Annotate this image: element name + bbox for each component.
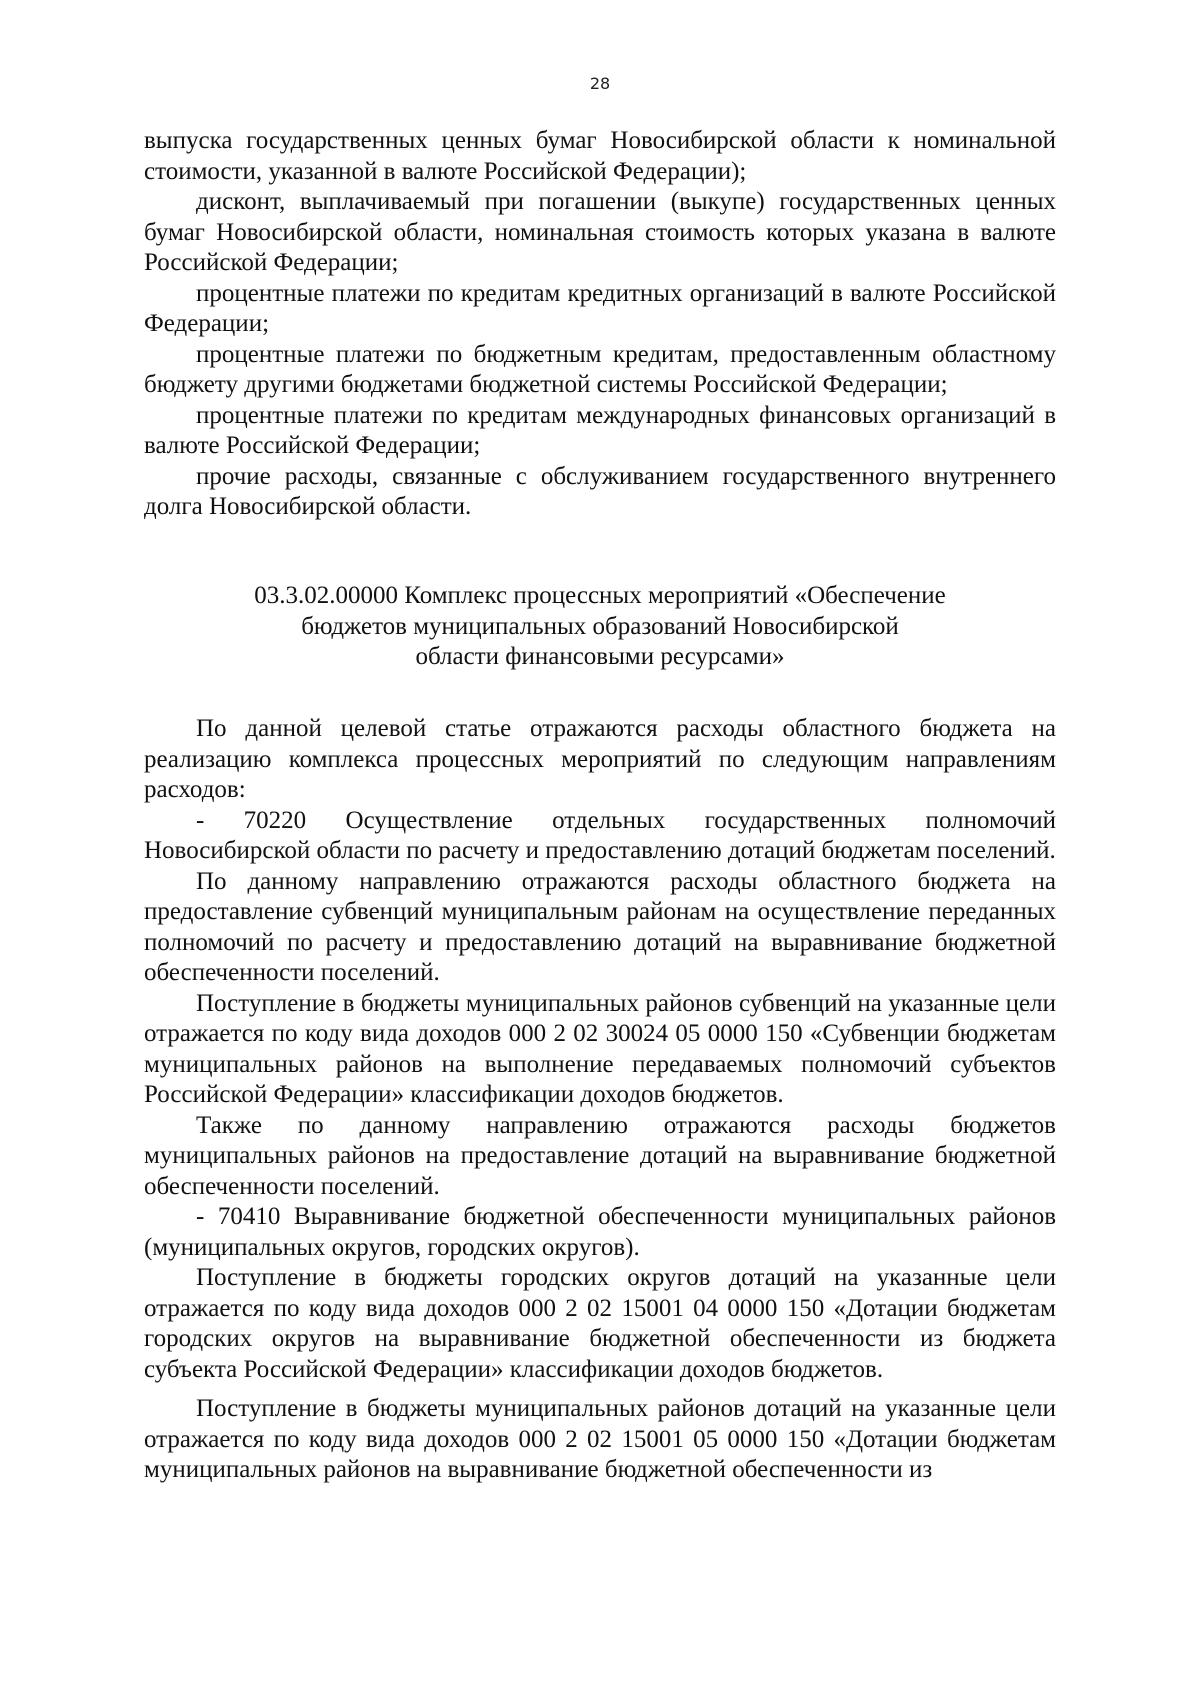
paragraph: процентные платежи по кредитам кредитных организаций в валюте Российской Федерации;	[144, 279, 1056, 337]
section-heading-line: 03.3.02.00000 Комплекс процессных мероприятий «Обеспечение	[254, 582, 946, 609]
paragraph: Поступление в бюджеты муниципальных районов субвенций на указанные цели отражается по коду вида доходов 000 2 02 30024 05 0000 150 «Субвенции бюджетам муниципальных районов на выполнение передаваемых полномочий субъектов Российской Федерации» классификации доходов бюджетов.	[144, 989, 1056, 1108]
paragraph: Поступление в бюджеты муниципальных районов дотаций на указанные цели отражается по коду вида доходов 000 2 02 15001 05 0000 150 «Дотации бюджетам муниципальных районов на выравнивание бюджетной обеспеченности из	[144, 1395, 1056, 1483]
top-text-block	[144, 126, 1056, 523]
paragraph: По данному направлению отражаются расходы областного бюджета на предоставление субвенций муниципальным районам на осуществление переданных полномочий по расчету и предоставлению дотаций на выравнивание бюджетной обеспеченности поселений.	[144, 867, 1056, 986]
paragraph: По данной целевой статье отражаются расходы областного бюджета на реализацию комплекса процессных мероприятий по следующим направлениям расходов:	[144, 715, 1056, 803]
paragraph: Также по данному направлению отражаются расходы бюджетов муниципальных районов на предоставление дотаций на выравнивание бюджетной обеспеченности поселений.	[144, 1111, 1056, 1200]
section-heading-line: бюджетов муниципальных образований Новосибирской	[301, 612, 899, 640]
page-number: 28	[589, 74, 611, 93]
paragraph: дисконт, выплачиваемый при погашении (выкупе) государственных ценных бумаг Новосибирской области, номинальная стоимость которых указана в валюте Российской Федерации;	[144, 188, 1056, 276]
paragraph: - 70410 Выравнивание бюджетной обеспеченности муниципальных районов (муниципальных округов, городских округов).	[144, 1203, 1056, 1261]
paragraph: Поступление в бюджеты городских округов дотаций на указанные цели отражается по коду вида доходов 000 2 02 15001 04 0000 150 «Дотации бюджетам городских округов на выравнивание бюджетной обеспеченности из бюджета субъекта Российской Федерации» классификации доходов бюджетов.	[144, 1264, 1056, 1383]
section-heading	[144, 581, 1056, 673]
paragraph: прочие расходы, связанные с обслуживанием государственного внутреннего долга Новосибирской области.	[144, 462, 1056, 520]
section-heading-line: области финансовыми ресурсами»	[415, 643, 785, 670]
paragraph: - 70220 Осуществление отдельных государственных полномочий Новосибирской области по расчету и предоставлению дотаций бюджетам поселений.	[144, 806, 1056, 864]
main-text-block	[144, 714, 1056, 1486]
paragraph: процентные платежи по бюджетным кредитам, предоставленным областному бюджету другими бюджетами бюджетной системы Российской Федерации;	[144, 340, 1056, 398]
paragraph: процентные платежи по кредитам международных финансовых организаций в валюте Российской Федерации;	[144, 401, 1056, 459]
paragraph: выпуска государственных ценных бумаг Новосибирской области к номинальной стоимости, указанной в валюте Российской Федерации);	[144, 127, 1056, 185]
